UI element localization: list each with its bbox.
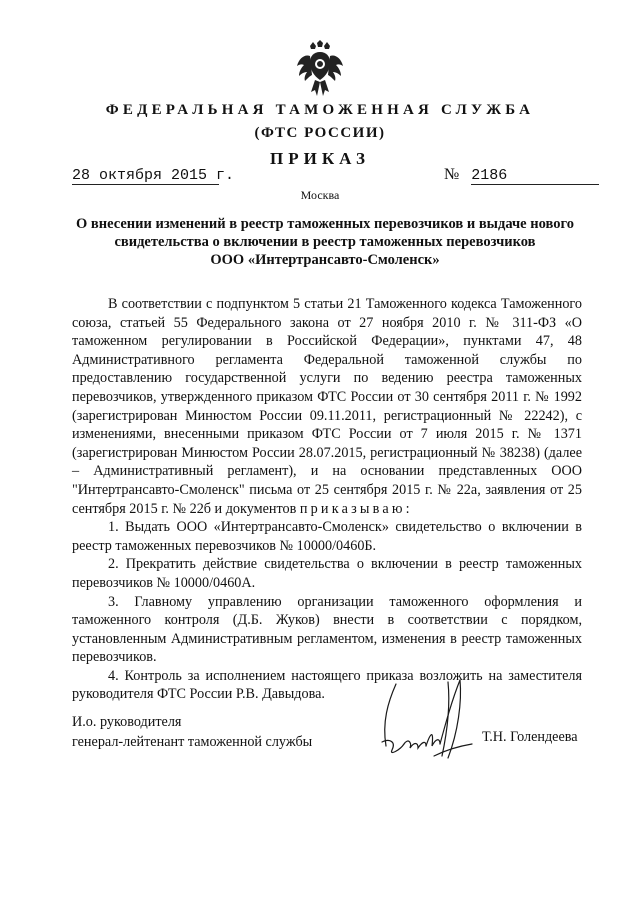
order-item-4: 4. Контроль за исполнением настоящего приказа возложить на заместителя руководителя ФТС России Р.В. Давыдова. — [72, 667, 582, 703]
agency-name: ФЕДЕРАЛЬНАЯ ТАМОЖЕННАЯ СЛУЖБА — [105, 102, 535, 118]
handwritten-signature-icon — [376, 672, 486, 768]
order-item-3: 3. Главному управлению организации таможенного оформления и таможенного контроля (Д.Б. Жуков) внести в соответствии с порядком, установленным Административным регламентом, изменения в реестр таможенных перевозчиков. — [72, 593, 582, 666]
title-line: О внесении изменений в реестр таможенных перевозчиков и выдаче нового — [76, 216, 574, 232]
order-number-label: № — [444, 166, 460, 183]
document-type: ПРИКАЗ — [270, 149, 370, 168]
order-number: 2186 — [471, 167, 599, 185]
agency-short-name: (ФТС РОССИИ) — [254, 125, 386, 141]
order-item-1: 1. Выдать ООО «Интертрансавто-Смоленск» свидетельство о включении в реестр таможенных перевозчиков № 10000/0460Б. — [72, 519, 582, 554]
title-line: ООО «Интертрансавто-Смоленск» — [210, 252, 440, 268]
order-number-block — [444, 166, 599, 185]
position-line-1: И.о. руководителя — [72, 714, 182, 730]
preamble-text: В соответствии с подпунктом 5 статьи 21 Таможенного кодекса Таможенного союза, статьей 55 Федерального закона от 27 ноября 2010 г. № 311-ФЗ «О таможенном регулировании в Российской Федерации», пунктами 47, 48 Административного регламента Федеральной таможенной службы по предоставлению государственной услуги по ведению реестра таможенных перевозчиков, утвержденного приказом ФТС России от 30 сентября 2011 г. № 1992 (зарегистрирован Минюстом России 09.11.2011, регистрационный № 22242), с изменениями, внесенными приказом ФТС России от 7 июля 2015 г. № 1371 (зарегистрирован Минюстом России 28.07.2015, регистрационный № 38238) (далее – Административный регламент), и на основании представленных ООО "Интертрансавто-Смоленск" письма от 25 сентября 2015 г. № 22а, заявления от 25 сентября 2015 г. № 22б и документов — [72, 296, 582, 517]
order-word: приказываю: — [299, 500, 413, 517]
position-line-2: генерал-лейтенант таможенной службы — [72, 734, 313, 750]
signatory-position — [72, 712, 312, 752]
order-title — [70, 215, 580, 269]
double-headed-eagle-icon — [296, 40, 344, 98]
city: Москва — [300, 188, 340, 202]
title-line: свидетельства о включении в реестр таможенных перевозчиков — [114, 234, 536, 250]
order-item-2: 2. Прекратить действие свидетельства о включении в реестр таможенных перевозчиков № 10000/0460А. — [72, 556, 582, 591]
signatory-name: Т.Н. Голендеева — [482, 729, 578, 745]
order-date: 28 октября 2015 г. — [72, 167, 235, 184]
order-body — [72, 295, 582, 704]
preamble-paragraph — [72, 295, 582, 518]
